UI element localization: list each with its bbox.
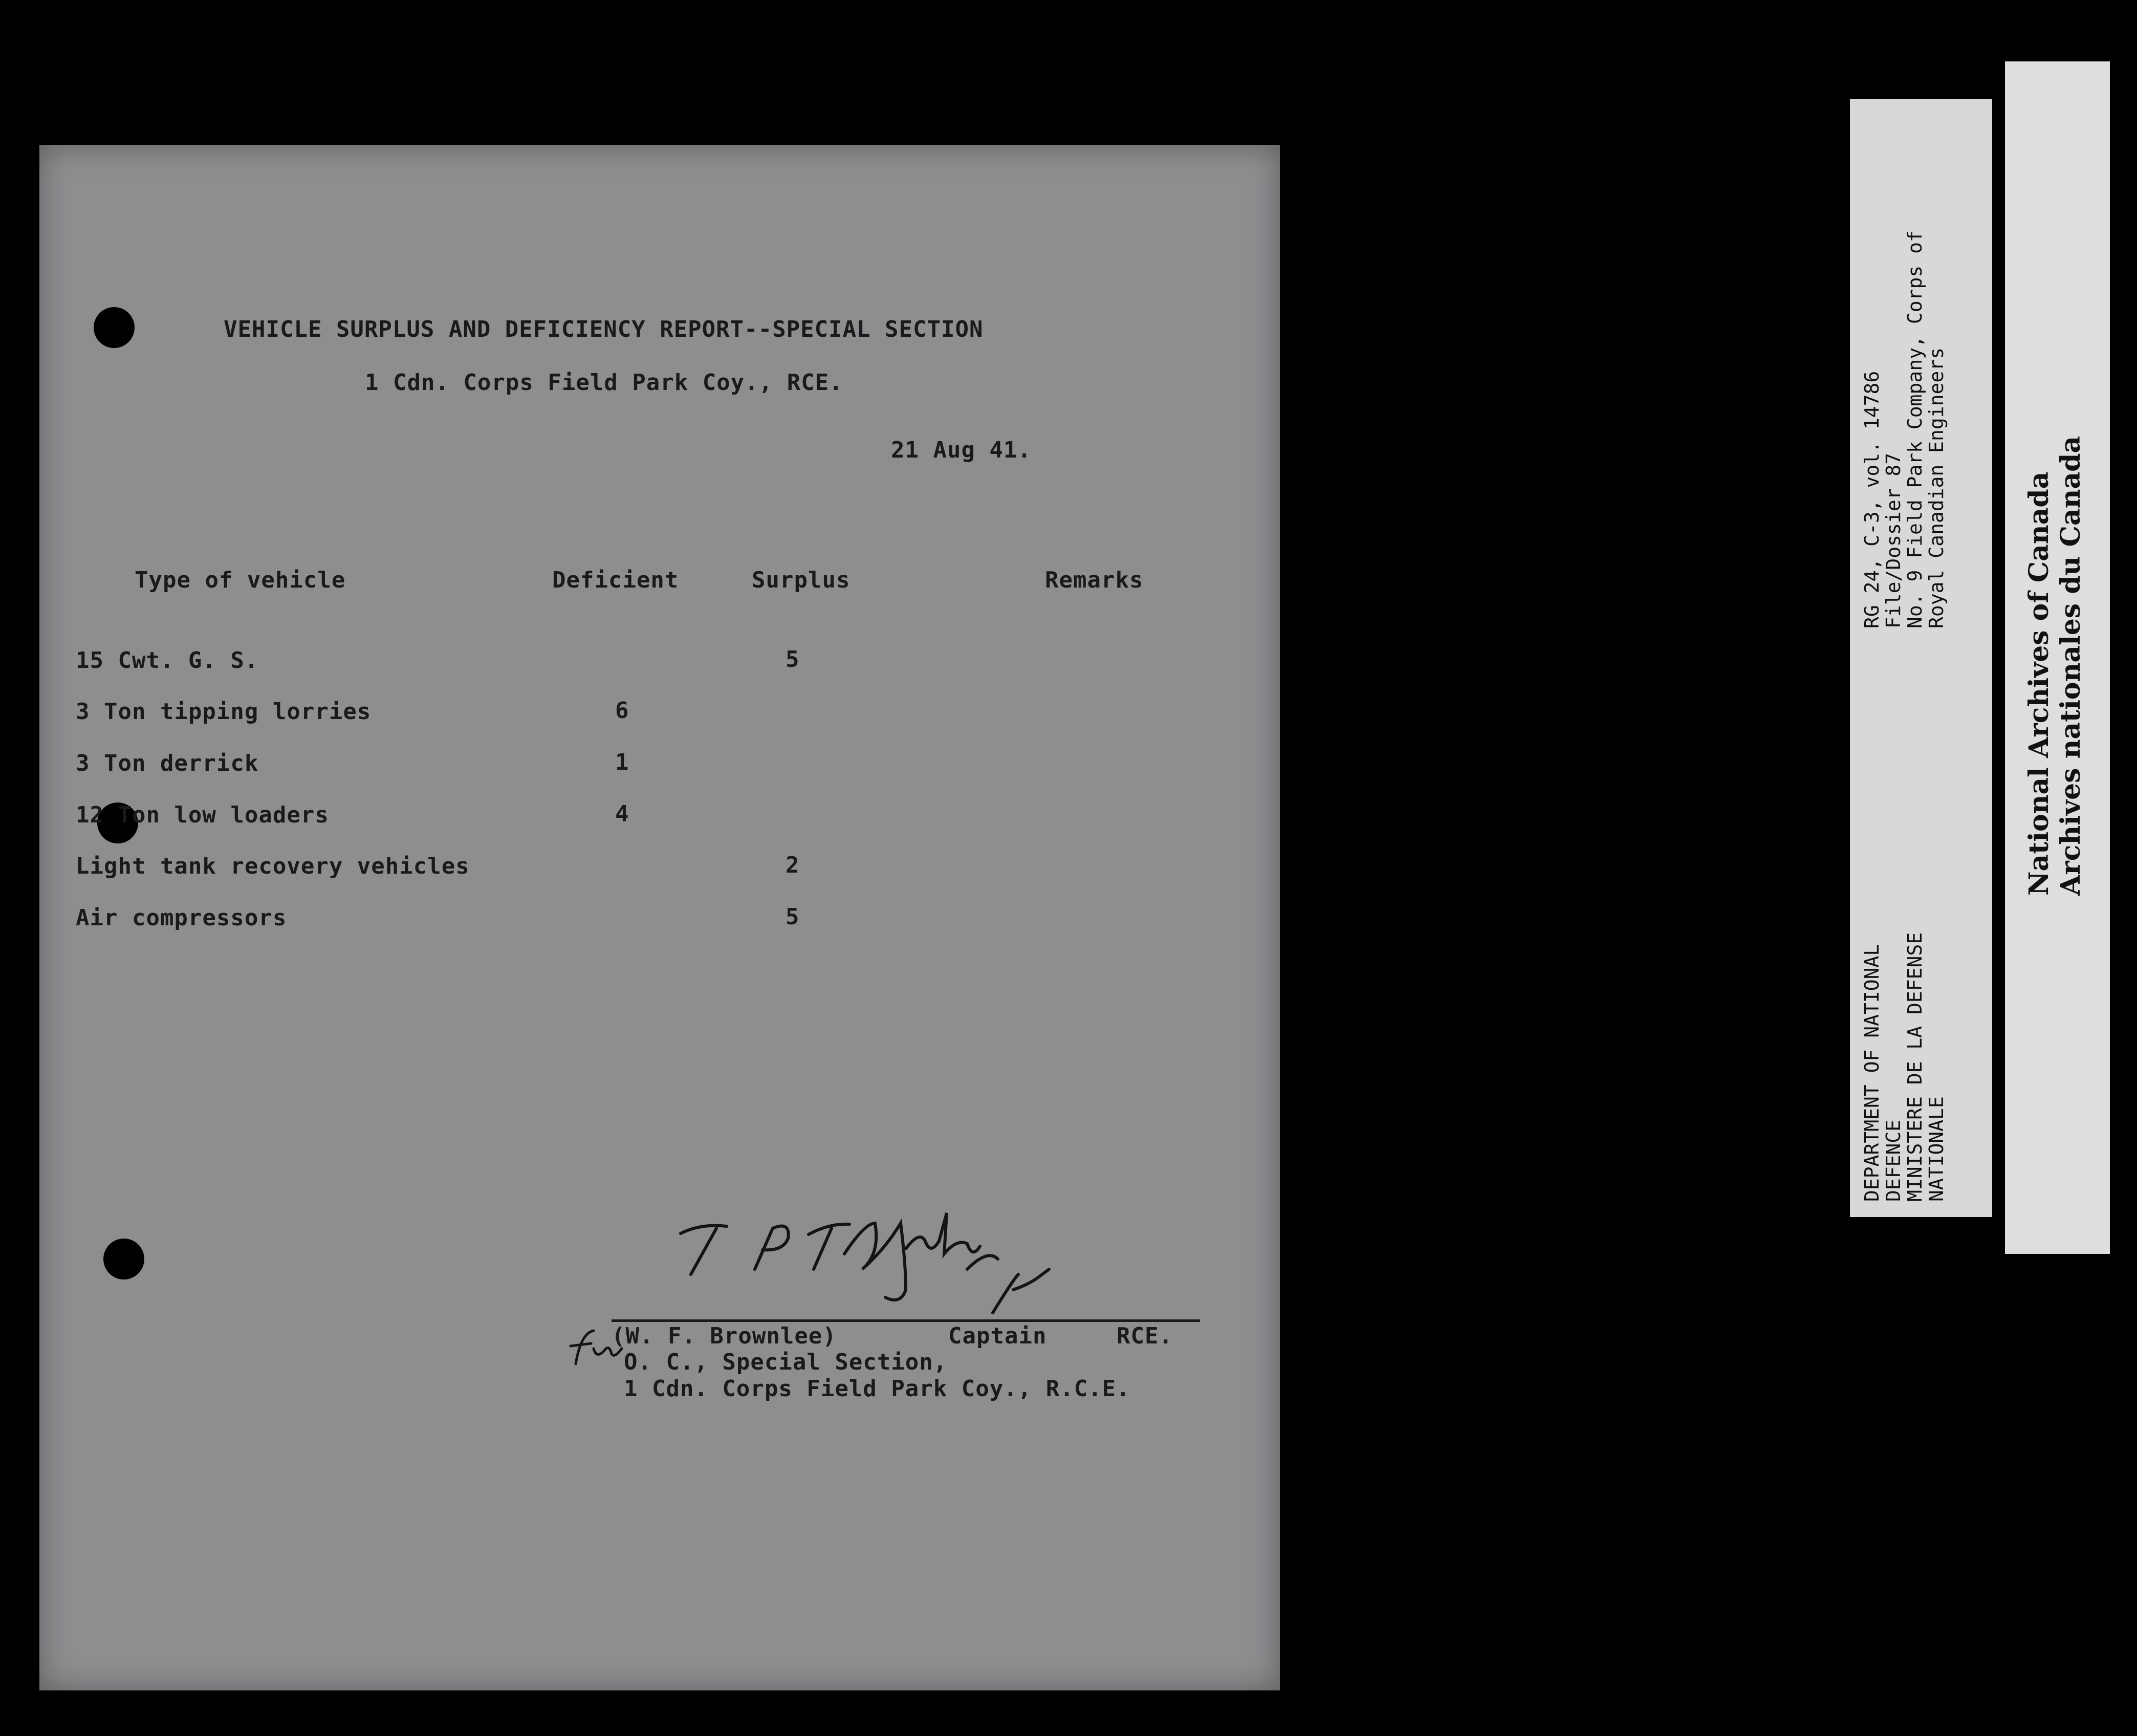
row-type: 3 Ton derrick bbox=[76, 750, 259, 776]
row-deficient: 1 bbox=[615, 749, 629, 775]
row-type: 3 Ton tipping lorries bbox=[76, 699, 372, 725]
label-ref-line1: RG 24, C-3, vol. 14786 bbox=[1861, 371, 1883, 628]
row-deficient: 4 bbox=[615, 801, 629, 827]
report-title: VEHICLE SURPLUS AND DEFICIENCY REPORT--SPECIAL SECTION bbox=[224, 316, 984, 342]
label-dept-line4: NATIONALE bbox=[1925, 1096, 1948, 1202]
handwritten-signature bbox=[660, 1192, 1121, 1320]
signatory-rank: Captain bbox=[948, 1323, 1047, 1349]
archive-stamp-label bbox=[2005, 61, 2110, 1254]
label-dept-line2: DEFENCE bbox=[1882, 1119, 1905, 1202]
signatory-unit: 1 Cdn. Corps Field Park Coy., R.C.E. bbox=[624, 1376, 1130, 1402]
punch-hole-top bbox=[94, 307, 135, 348]
header-surplus: Surplus bbox=[752, 567, 851, 593]
signatory-corps: RCE. bbox=[1117, 1323, 1173, 1349]
row-surplus: 5 bbox=[786, 904, 800, 930]
header-type-of-vehicle: Type of vehicle bbox=[135, 567, 346, 593]
row-type: Light tank recovery vehicles bbox=[76, 853, 470, 879]
header-deficient: Deficient bbox=[552, 567, 679, 593]
archive-reference-label bbox=[1850, 99, 1992, 1217]
row-type: Air compressors bbox=[76, 905, 287, 931]
label-ref-line3: No. 9 Field Park Company, Corps of bbox=[1904, 230, 1926, 628]
report-unit: 1 Cdn. Corps Field Park Coy., RCE. bbox=[365, 370, 843, 396]
label-ref-line4: Royal Canadian Engineers bbox=[1925, 347, 1948, 628]
signature-line bbox=[612, 1319, 1200, 1322]
row-type: 12 Ton low loaders bbox=[76, 802, 329, 828]
row-surplus: 5 bbox=[786, 646, 800, 672]
stamp-line-fr: Archives nationales du Canada bbox=[2055, 436, 2086, 896]
row-deficient: 6 bbox=[615, 698, 629, 724]
row-type: 15 Cwt. G. S. bbox=[76, 647, 259, 674]
stamp-line-en: National Archives of Canada bbox=[2023, 471, 2055, 896]
label-ref-line2: File/Dossier 87 bbox=[1882, 452, 1905, 628]
report-date: 21 Aug 41. bbox=[891, 437, 1032, 463]
row-surplus: 2 bbox=[786, 852, 800, 878]
label-dept-line1: DEPARTMENT OF NATIONAL bbox=[1861, 944, 1883, 1202]
header-remarks: Remarks bbox=[1045, 567, 1144, 593]
punch-hole-bottom bbox=[103, 1239, 144, 1279]
label-dept-line3: MINISTERE DE LA DEFENSE bbox=[1904, 932, 1926, 1202]
signatory-appointment: O. C., Special Section, bbox=[624, 1349, 948, 1375]
signatory-name: (W. F. Brownlee) bbox=[612, 1323, 837, 1349]
